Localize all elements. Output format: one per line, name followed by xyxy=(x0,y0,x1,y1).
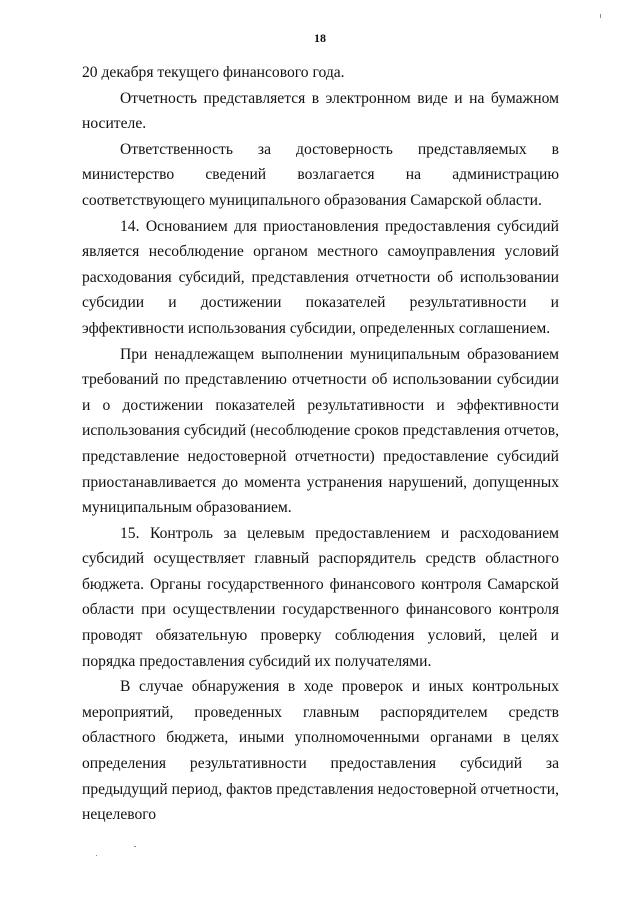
scan-speck xyxy=(134,846,136,847)
paragraph-5: При ненадлежащем выполнении муниципальным образованием требований по представлению отчетности об использовании субсидии и о достижении показателей результативности и эффективности использования субсидий (несоблюдение сроков представления отчетов, представление недостоверной отчетности) предоставление субсидий приостанавливается до момента устранения нарушений, допущенных муниципальным образованием. xyxy=(82,345,559,517)
paragraph-1: 20 декабря текущего финансового года. xyxy=(82,64,345,81)
paragraph-4: 14. Основанием для приостановления предоставления субсидий является несоблюдение органом местного самоуправления условий расходования субсидий, представления отчетности об использовании субсидии и достижении показателей результативности и эффективности использования субсидии, определенных соглашением. xyxy=(82,217,559,337)
paragraph-3: Ответственность за достоверность представляемых в министерство сведений возлагается на администрацию соответствующего муниципального образования Самарской области. xyxy=(82,140,559,209)
paragraph-7: В случае обнаружения в ходе проверок и иных контрольных мероприятий, проведенных главным распорядителем средств областного бюджета, иными уполномоченными органами в целях определения результативности предоставления субсидий за предыдущий период, фактов представления недостоверной отчетности, нецелевого xyxy=(82,678,559,824)
scan-speck xyxy=(600,14,601,18)
document-body xyxy=(82,60,559,828)
paragraph-6: 15. Контроль за целевым предоставлением и расходованием субсидий осуществляет главный распорядитель средств областного бюджета. Органы государственного финансового контроля Самарской области при осуществлении государственного финансового контроля проводят обязательную проверку соблюдения условий, целей и порядка предоставления субсидий их получателями. xyxy=(82,524,559,670)
scan-speck xyxy=(96,855,97,856)
paragraph-2: Отчетность представляется в электронном виде и на бумажном носителе. xyxy=(82,89,559,133)
page-number: 18 xyxy=(314,31,326,45)
